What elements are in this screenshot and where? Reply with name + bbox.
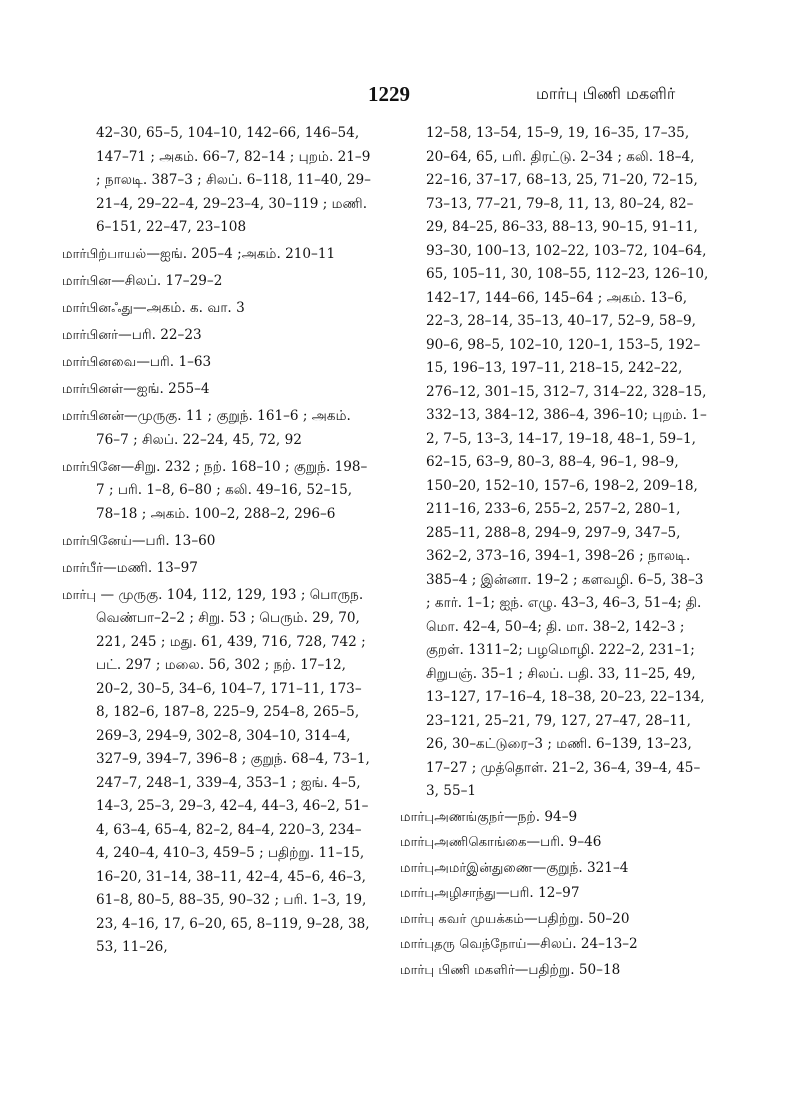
index-entry [62,324,372,348]
entry-head: மார்புஅழிசாந்து [400,886,496,901]
index-entry [62,351,372,375]
entry-text: — முருகு. 104, 112, 129, 193 ; பொருந. வெண்பா–2–2 ; சிறு. 53 ; பெரும். 29, 70, 221, 245 ; மது. 61, 439, 716, 728, 742 ; பட். 297 ; மலை. 56, 302 ; நற். 17–12, 20–2, 30–5, 34–6, 104–7, 171–11, 173–8, 182–6, 187–8, 225–9, 254–8, 265–5, 269–3, 294–9, 302–8, 304–10, 314–4, 327–9, 394–7, 396–8 ; குறுந். 68–4, 73–1, 247–7, 248–1, 339–4, 353–1 ; ஐங். 4–5, 14–3, 25–3, 29–3, 42–4, 44–3, 46–2, 51–4, 63–4, 65–4, 82–2, 84–4, 220–3, 234–4, 240–4, 410–3, 459–5 ; பதிற்று. 11–15, 16–20, 31–14, 38–11, 42–4, 45–6, 46–3, 61–8, 80–5, 88–35, 90–32 ; பரி. 1–3, 19, 23, 4–16, 17, 6–20, 65, 8–119, 9–28, 38, 53, 11–26, [96,586,370,955]
right-column [400,122,710,984]
entry-text: —பரி. 13–60 [131,532,216,549]
entry-head: மார்பினஃது [62,301,133,316]
page-number: 1229 [368,82,410,106]
continued-entry [62,122,372,240]
entry-text: —மணி. 13–97 [103,559,198,576]
index-entry [400,933,710,957]
entry-head: மார்புதரு வெந்நோய் [400,937,527,952]
page-header [0,82,800,112]
entry-text: —ஐங். 255–4 [123,381,210,397]
entry-text: —பரி. 1–63 [136,354,212,370]
index-entry [62,378,372,402]
entry-head: மார்பீர் [62,560,104,576]
index-entry [400,806,710,830]
index-entry [62,405,372,452]
entry-head: மார்பு பிணி மகளிர் [400,962,515,978]
entry-head: மார்பு [62,587,97,603]
index-entry [62,297,372,321]
entry-head: மார்பு கவர் முயக்கம் [400,911,524,927]
entry-text: —பரி. 12–97 [495,885,580,901]
entry-head: மார்பினள் [62,382,124,397]
entry-text: —சிலப். 24–13–2 [526,936,638,952]
entry-text: —பதிற்று. 50–18 [514,961,621,978]
entry-head: மார்புஅமர்இன்துணை [400,860,533,876]
running-head: மார்பு பிணி மகளிர் [536,84,676,103]
entry-text: —சிலப். 17–29–2 [111,273,223,289]
index-entry [62,584,372,960]
entry-head: மார்பினேய் [62,533,132,549]
index-entry [400,857,710,881]
entry-text: —முருகு. 11 ; குறுந். 161–6 ; அகம். 76–7 ; சிலப். 22–24, 45, 72, 92 [96,408,351,448]
entry-text: —பதிற்று. 50–20 [523,910,630,927]
left-column [62,122,372,963]
index-entry [62,530,372,554]
entry-text: —பரி. 9–46 [526,834,602,850]
entry-text: 42–30, 65–5, 104–10, 142–66, 146–54, 147–71 ; அகம். 66–7, 82–14 ; புறம். 21–9 ; நாலடி. 387–3 ; சிலப். 6–118, 11–40, 29–21–4, 29–22–4, 29–23–4, 30–119 ; மணி. 6–151, 22–47, 23–108 [96,125,371,235]
index-entry [62,243,372,267]
entry-text: —சிறு. 232 ; நற். 168–10 ; குறுந். 198–7 ; பரி. 1–8, 6–80 ; கலி. 49–16, 52–15, 78–18 ; அகம். 100–2, 288–2, 296–6 [96,458,368,522]
entry-head: மார்பினவை [62,355,137,370]
continued-entry [400,122,710,804]
entry-head: மார்பினே [62,459,121,475]
entry-text: —நற். 94–9 [504,808,578,825]
entry-text: —பரி. 22–23 [118,327,202,343]
entry-head: மார்பினன் [62,409,124,424]
index-entry [62,270,372,294]
index-entry [400,959,710,983]
entry-text: —குறுந். 321–4 [532,859,629,876]
entry-head: மார்பின [62,274,112,289]
entry-text: —அகம். க. வா. 3 [133,300,245,316]
index-entry [400,908,710,932]
index-entry [62,456,372,527]
entry-text: 12–58, 13–54, 15–9, 19, 16–35, 17–35, 20–64, 65, பரி. திரட்டு. 2–34 ; கலி. 18–4, 22–16, 37–17, 68–13, 25, 71–20, 72–15, 73–13, 77–21, 79–8, 11, 13, 80–24, 82–29, 84–25, 86–33, 88–13, 90–15, 91–11, 93–30, 100–13, 102–22, 103–72, 104–64, 65, 105–11, 30, 108–55, 112–23, 126–10, 142–17, 144–66, 145–64 ; அகம். 13–6, 22–3, 28–14, 35–13, 40–17, 52–9, 58–9, 90–6, 98–5, 102–10, 120–1, 153–5, 192–15, 196–13, 197–11, 218–15, 242–22, 276–12, 301–15, 312–7, 314–22, 328–15, 332–13, 384–12, 386–4, 396–10; புறம். 1–2, 7–5, 13–3, 14–17, 19–18, 48–1, 59–1, 62–15, 63–9, 80–3, 88–4, 96–1, 98–9, 150–20, 152–10, 157–6, 198–2, 209–18, 211–16, 233–6, 255–2, 257–2, 280–1, 285–11, 288–8, 294–9, 297–9, 347–5, 362–2, 373–16, 394–1, 398–26 ; நாலடி. 385–4 ; இன்னா. 19–2 ; களவழி. 6–5, 38–3 ; கார். 1–1; ஐந். எழு. 43–3, 46–3, 51–4; தி. மொ. 42–4, 50–4; தி. மா. 38–2, 142–3 ; குறள். 1311–2; பழமொழி. 222–2, 231–1; சிறுபஞ். 35–1 ; சிலப். பதி. 33, 11–25, 49, 13–127, 17–16–4, 18–38, 20–23, 22–134, 23–121, 25–21, 79, 127, 27–47, 28–11, 26, 30–கட்டுரை–3 ; மணி. 6–139, 13–23, 17–27 ; முத்தொள். 21–2, 36–4, 39–4, 45–3, 55–1 [426,125,709,799]
entry-text: —ஐங். 205–4 ;அகம். 210–11 [146,246,336,262]
entry-head: மார்பிற்பாயல் [62,247,147,262]
entry-head: மார்புஅணங்குநர் [400,809,505,825]
entry-head: மார்பினர் [62,328,119,343]
entry-head: மார்புஅணிகொங்கை [400,835,527,850]
index-entry [400,831,710,855]
index-entry [400,882,710,906]
index-entry [62,557,372,581]
